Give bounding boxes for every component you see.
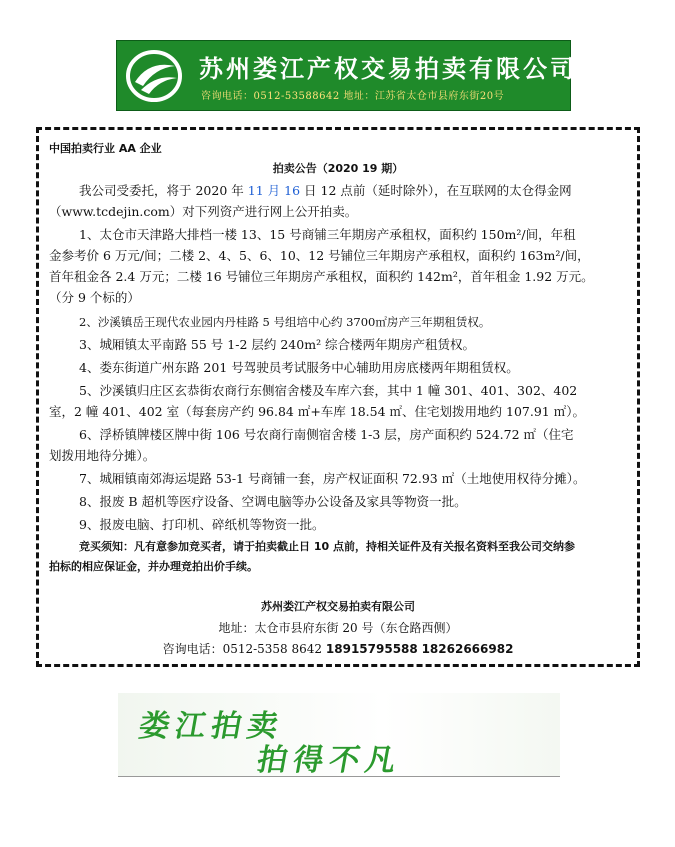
notice-heading: 拍卖公告（2020 19 期） [272,162,404,175]
item-1-line-1: 1、太仓市天津路大排档一楼 13、15 号商铺三年期房产承租权，面积约 150m²/间，年租 [79,227,576,242]
item-1-line-4: （分 9 个标的） [49,290,140,305]
intro-line-2: （www.tcdejin.com）对下列资产进行网上公开拍卖。 [49,204,358,219]
company-logo-icon [125,48,183,103]
intro-month: 11 月 [247,183,281,198]
item-6-line-2: 划拨用地待分摊）。 [49,448,156,463]
footer-company-name: 苏州娄江产权交易拍卖有限公司 [261,600,415,613]
intro-line-1 [79,182,572,200]
header-banner [116,40,577,111]
auction-notice [36,127,640,667]
intro-day: 16 [284,183,301,198]
item-6-line-1: 6、浮桥镇牌楼区牌中街 106 号农商行南侧宿舍楼 1-3 层，房产面积约 524.72 ㎡（住宅 [79,427,574,442]
item-1-line-3: 首年租金各 2.4 万元；二楼 16 号铺位三年期房产承租权，面积约 142m²，首年租金 1.92 万元。 [49,269,594,284]
phone-landline: 咨询电话：0512-5358 8642 [162,642,323,656]
slogan-banner [118,693,560,777]
intro-text-b: 日 12 点前（延时除外），在互联网的太仓得金网 [304,183,572,198]
phone-mobile-2: 18262666982 [421,642,514,656]
banner-company-name: 苏州娄江产权交易拍卖有限公司 [199,55,577,83]
item-7: 7、城厢镇南郊海运堤路 53-1 号商铺一套，房产权证面积 72.93 ㎡（土地使用权待分摊）。 [79,471,586,486]
item-1-line-2: 金参考价 6 万元/间；二楼 2、4、5、6、10、12 号铺位三年期房产承租权，面积约 163m²/间， [49,248,590,263]
footer-phone [39,640,637,658]
item-5-line-1: 5、沙溪镇归庄区玄恭街农商行东侧宿舍楼及车库六套，其中 1 幢 301、401、302、402 [79,383,578,398]
item-9: 9、报废电脑、打印机、碎纸机等物资一批。 [79,517,325,532]
intro-text-a: 我公司受委托，将于 2020 年 [79,183,244,198]
phone-mobile-1: 18915795588 [325,642,418,656]
org-tag: 中国拍卖行业 AA 企业 [49,142,162,155]
item-2: 2、沙溪镇岳王现代农业园内丹桂路 5 号组培中心约 3700㎡房产三年期租赁权。 [79,315,491,329]
item-5-line-2: 室，2 幢 401、402 室（每套房产约 96.84 ㎡+车库 18.54 ㎡、住宅划拨用地约 107.91 ㎡）。 [49,404,585,419]
item-4: 4、娄东街道广州东路 201 号驾驶员考试服务中心辅助用房底楼两年期租赁权。 [79,360,519,375]
item-3: 3、城厢镇太平南路 55 号 1-2 层约 240m² 综合楼两年期房产租赁权。 [79,337,476,352]
item-8: 8、报废 B 超机等医疗设备、空调电脑等办公设备及家具等物资一批。 [79,494,467,509]
slogan-line-2: 拍得不凡 [254,743,405,778]
bidder-notice-line-2: 拍标的相应保证金，并办理竞拍出价手续。 [49,560,258,573]
bidder-notice-line-1: 竞买须知：凡有意参加竞买者，请于拍卖截止日 10 点前，持相关证件及有关报名资料至我公司交纳参 [79,540,575,553]
footer-address: 地址：太仓市县府东街 20 号（东仓路西侧） [218,621,458,635]
banner-contact-info: 咨询电话：0512-53588642 地址：江苏省太仓市县府东街20号 [201,91,505,102]
slogan-line-1: 娄江拍卖 [136,709,287,744]
